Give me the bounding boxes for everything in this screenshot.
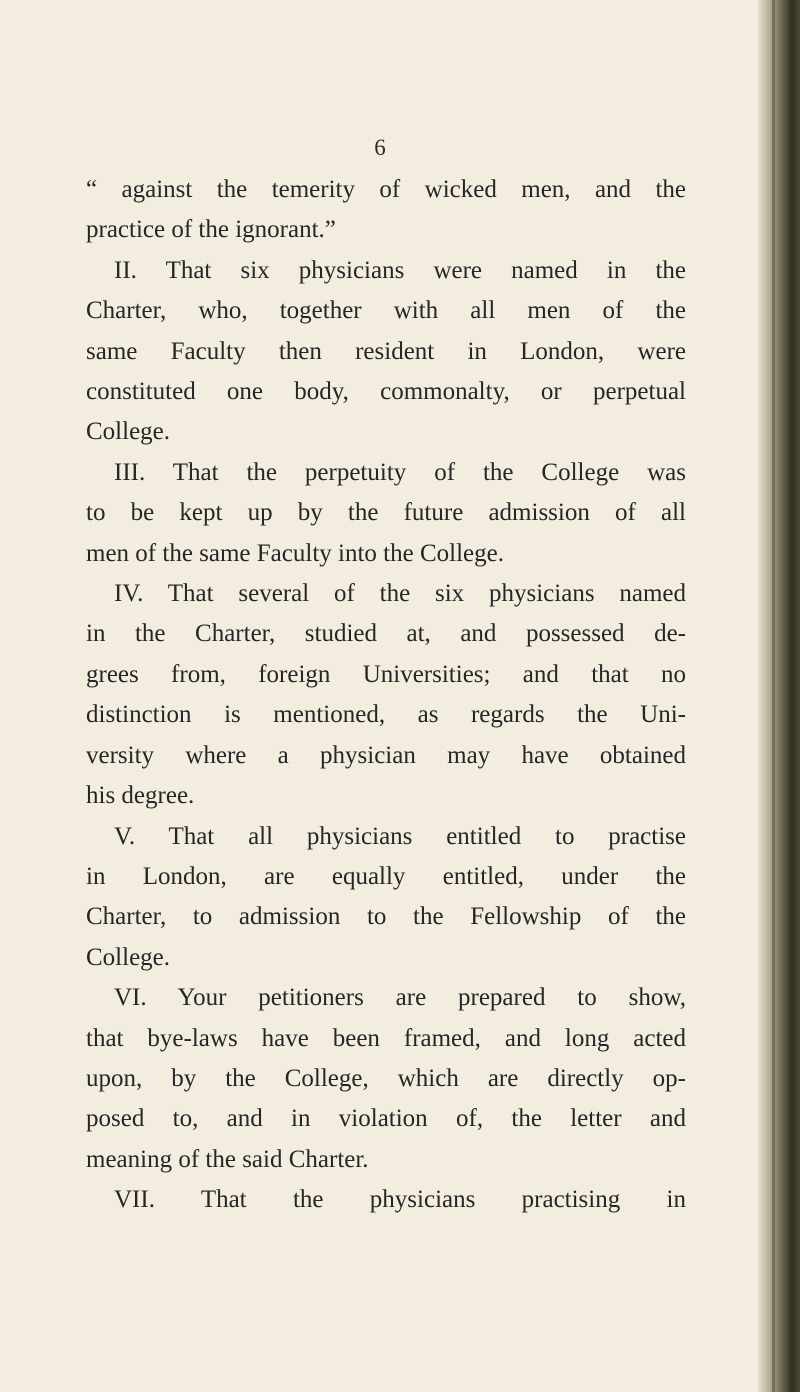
text-line: II. That six physicians were named in the — [114, 256, 686, 284]
text-line: VI. Your petitioners are prepared to show, — [114, 984, 686, 1012]
text-line: Charter, who, together with all men of the — [86, 297, 686, 325]
text-line: that bye-laws have been framed, and long acted — [86, 1024, 686, 1052]
text-line: College. — [86, 943, 171, 971]
text-line: men of the same Faculty into the College. — [86, 539, 504, 567]
book-binding-edge — [758, 0, 800, 1392]
text-line: V. That all physicians entitled to practise — [114, 822, 686, 850]
text-line: versity where a physician may have obtained — [86, 741, 686, 769]
text-line: IV. That several of the six physicians named — [114, 580, 686, 608]
text-line: Charter, to admission to the Fellowship of the — [86, 903, 686, 931]
text-line: “ against the temerity of wicked men, and the — [86, 176, 686, 203]
text-line: his degree. — [86, 782, 195, 810]
text-line: posed to, and in violation of, the letter and — [86, 1105, 686, 1133]
text-line: to be kept up by the future admission of all — [86, 499, 686, 527]
text-line: grees from, foreign Universities; and that no — [86, 660, 686, 688]
text-line: in the Charter, studied at, and possessed de- — [86, 620, 686, 648]
body-text — [86, 170, 686, 1221]
text-line: III. That the perpetuity of the College was — [114, 458, 686, 486]
page-number: 6 — [374, 135, 386, 160]
text-line: same Faculty then resident in London, were — [86, 337, 686, 365]
text-line: practice of the ignorant.” — [86, 216, 336, 244]
text-line: in London, are equally entitled, under the — [86, 862, 686, 890]
text-line: constituted one body, commonalty, or perpetual — [86, 378, 686, 406]
text-line: College. — [86, 418, 171, 446]
text-line: VII. That the physicians practising in — [114, 1186, 686, 1214]
text-line: upon, by the College, which are directly op- — [86, 1064, 686, 1092]
text-line: distinction is mentioned, as regards the Uni- — [86, 701, 686, 729]
text-line: meaning of the said Charter. — [86, 1145, 369, 1173]
